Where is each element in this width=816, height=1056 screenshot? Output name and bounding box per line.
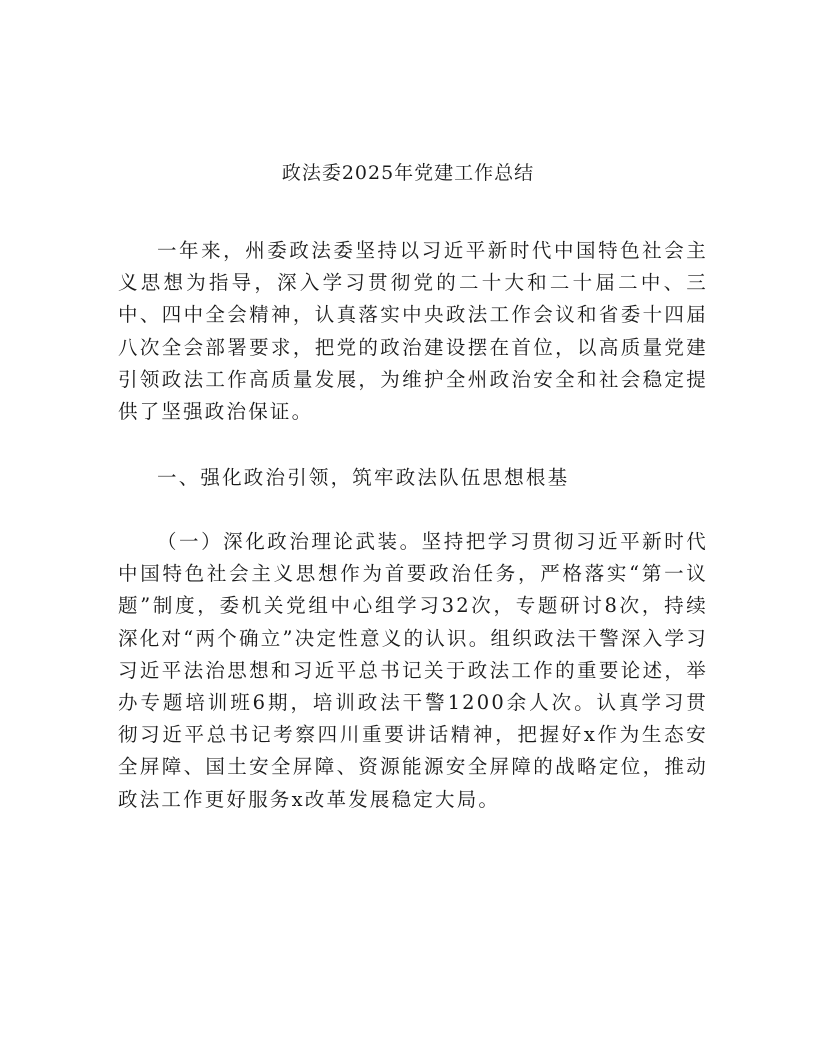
document-title: 政法委2025年党建工作总结 <box>281 162 535 184</box>
paragraph-section-1-1: （一）深化政治理论武装。坚持把学习贯彻习近平新时代中国特色社会主义思想作为首要政治任务，严格落实“第一议题”制度，委机关党组中心组学习32次，专题研讨8次，持续深化对“两个确立”决定性意义的认识。组织政法干警深入学习习近平法治思想和习近平总书记关于政法工作的重要论述，举办专题培训班6期，培训政法干警1200余人次。认真学习贯彻习近平总书记考察四川重要讲话精神，把握好x作为生态安全屏障、国土安全屏障、资源能源安全屏障的战略定位，推动政法工作更好服务x改革发展稳定大局。 <box>118 530 708 811</box>
section-heading-1: 一、强化政治引领，筑牢政法队伍思想根基 <box>157 466 570 489</box>
paragraph-intro: 一年来，州委政法委坚持以习近平新时代中国特色社会主义思想为指导，深入学习贯彻党的二十大和二十届二中、三中、四中全会精神，认真落实中央政法工作会议和省委十四届八次全会部署要求，把党的政治建设摆在首位，以高质量党建引领政法工作高质量发展，为维护全州政治安全和社会稳定提供了坚强政治保证。 <box>118 239 708 424</box>
